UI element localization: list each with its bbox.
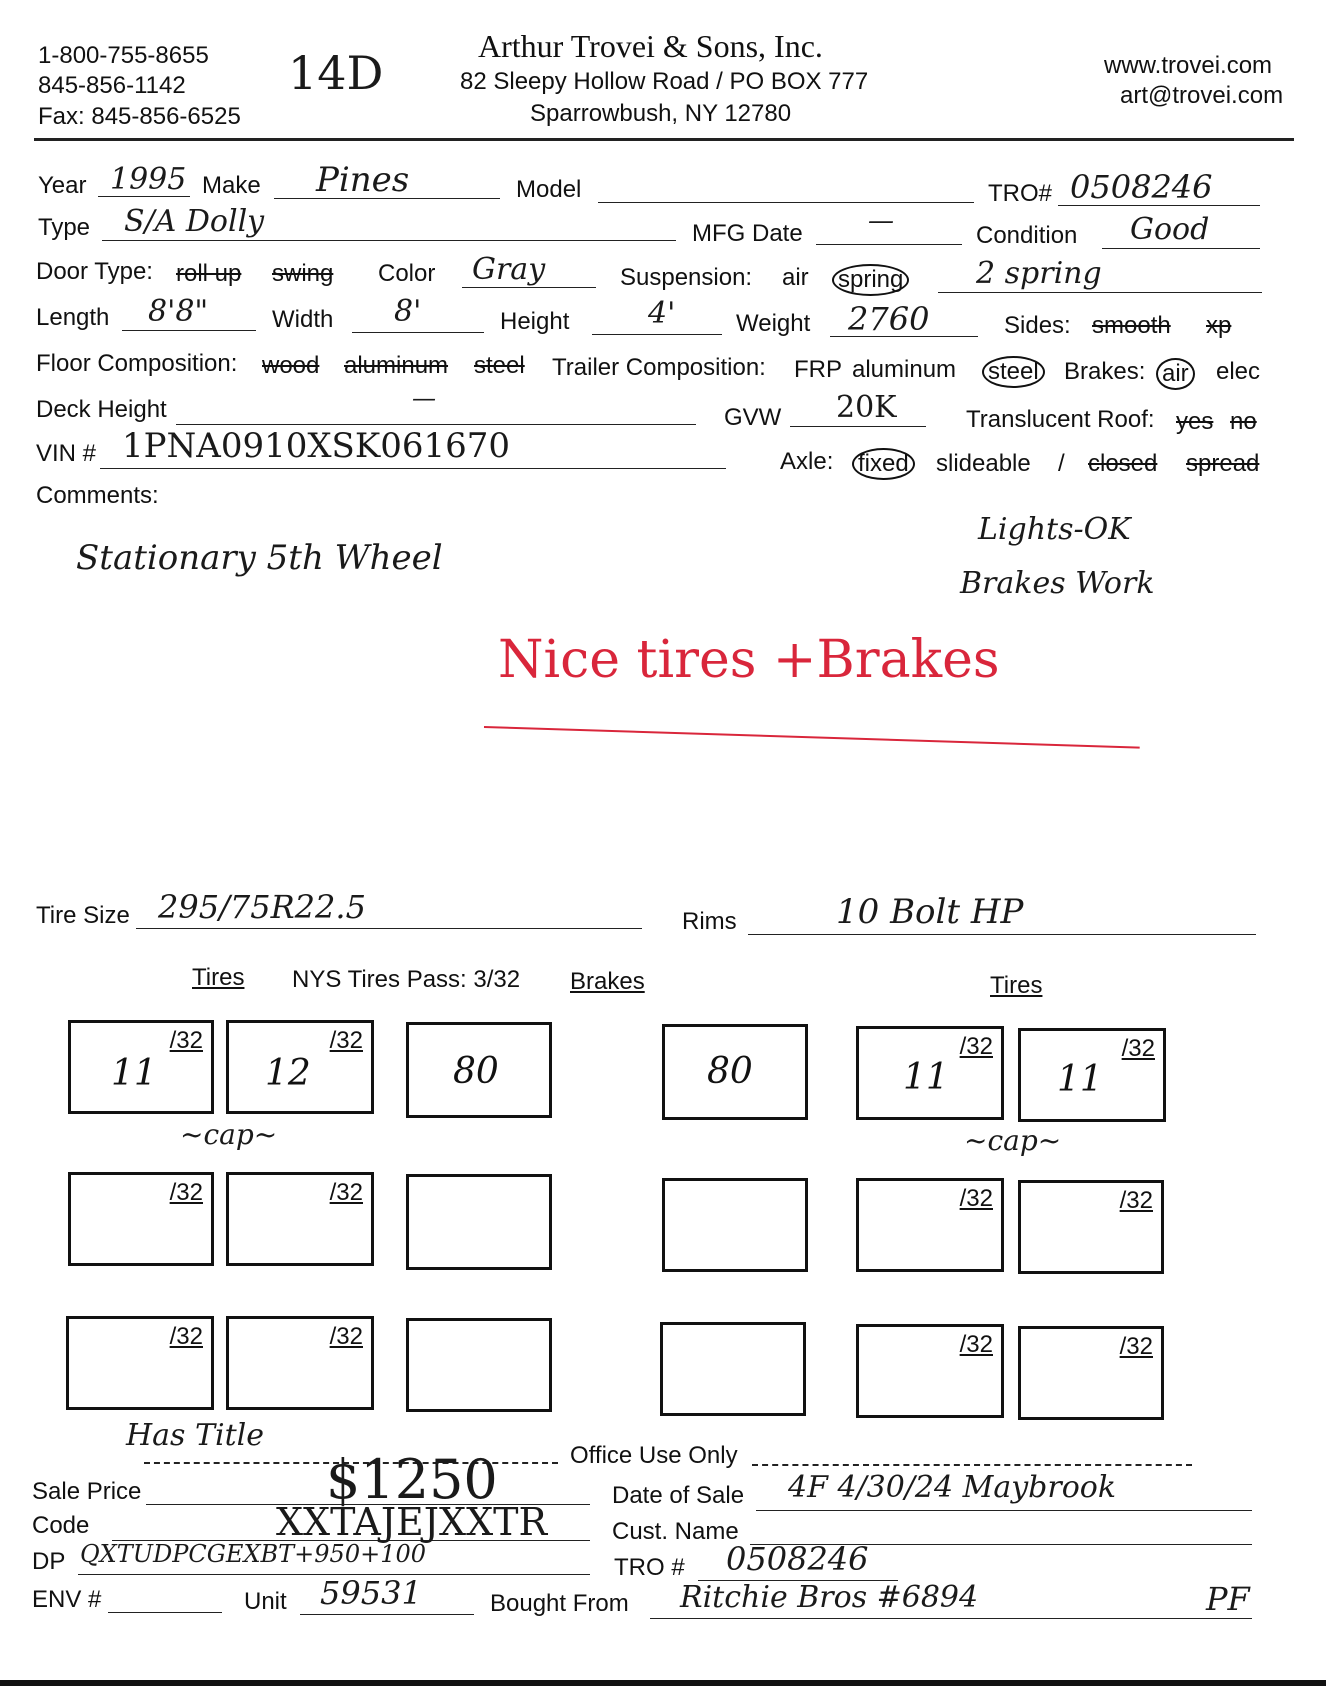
tire-box-r1-r1 [856, 1026, 1004, 1120]
suspension-line [938, 292, 1262, 293]
color-label: Color [378, 260, 436, 287]
model-label: Model [516, 176, 582, 203]
tire-frac: /32 [329, 1179, 363, 1206]
rims-label: Rims [682, 908, 737, 935]
brake-value: 80 [453, 1051, 499, 1092]
vin-line [100, 468, 726, 469]
color-line [462, 287, 596, 288]
tires-heading-left: Tires [192, 964, 245, 991]
axle-separator: / [1058, 450, 1065, 477]
brakes-heading: Brakes [570, 968, 645, 995]
header-divider [34, 138, 1294, 141]
vin-label: VIN # [36, 440, 97, 467]
color-value: Gray [472, 252, 546, 287]
sale-price-label: Sale Price [32, 1478, 142, 1505]
condition-line [1102, 248, 1260, 249]
brakes-label: Brakes: [1064, 358, 1146, 385]
door-label: Door Type: [36, 258, 153, 285]
date-of-sale-line [756, 1510, 1252, 1511]
dp-label: DP [32, 1548, 66, 1575]
bought-from-label: Bought From [490, 1590, 629, 1617]
company-address-1: 82 Sleepy Hollow Road / PO BOX 777 [460, 68, 869, 95]
roof-label: Translucent Roof: [966, 406, 1155, 433]
tire-size-label: Tire Size [36, 902, 130, 929]
cust-name-label: Cust. Name [612, 1518, 739, 1545]
rims-line [748, 934, 1256, 935]
has-title: Has Title [126, 1418, 264, 1453]
type-label: Type [38, 214, 91, 241]
brakes-opt-elec: elec [1216, 358, 1261, 385]
deck-value: — [412, 384, 436, 412]
trailer-label: Trailer Composition: [552, 354, 766, 381]
tire-box-l2-r2 [226, 1172, 374, 1266]
initials: PF [1206, 1580, 1250, 1618]
condition-label: Condition [976, 222, 1078, 249]
tro2-value: 0508246 [726, 1540, 869, 1578]
tire-frac: /32 [1121, 1035, 1155, 1062]
company-address-2: Sparrowbush, NY 12780 [530, 100, 792, 127]
weight-label: Weight [736, 310, 811, 337]
tire-frac: /32 [1119, 1333, 1153, 1360]
make-value: Pines [316, 160, 410, 200]
unit-label: Unit [244, 1588, 287, 1615]
brake-value: 80 [707, 1051, 753, 1092]
trailer-opt-frp: FRP [794, 356, 842, 383]
brake-box-left-r2 [406, 1174, 552, 1270]
deck-label: Deck Height [36, 396, 167, 423]
roof-opt-yes: yes [1176, 408, 1214, 435]
suspension-opt-spring: spring [832, 264, 909, 296]
vin-value: 1PNA0910XSK061670 [122, 426, 511, 466]
tire-size-line [136, 928, 642, 929]
model-line [598, 202, 974, 203]
floor-opt-steel: steel [474, 352, 525, 379]
door-opt-swing: swing [272, 260, 334, 287]
fax: Fax: 845-856-6525 [38, 103, 241, 130]
axle-opt-closed: closed [1088, 450, 1158, 477]
door-opt-rollup: roll up [176, 260, 242, 287]
deck-line [176, 424, 696, 425]
tire-frac: /32 [169, 1323, 203, 1350]
width-label: Width [272, 306, 334, 333]
tire-frac: /32 [1119, 1187, 1153, 1214]
date-of-sale-label: Date of Sale [612, 1482, 745, 1509]
tire-frac: /32 [959, 1331, 993, 1358]
height-label: Height [500, 308, 570, 335]
tire-box-r1-r2 [856, 1178, 1004, 1272]
tire-box-l1-r1 [68, 1020, 214, 1114]
trailer-opt-steel: steel [982, 356, 1045, 388]
tire-size-value: 295/75R22.5 [158, 888, 366, 926]
date-of-sale-value: 4F 4/30/24 Maybrook [788, 1470, 1117, 1505]
height-value: 4' [648, 296, 676, 331]
mfg-value: — [868, 206, 894, 236]
brake-box-right-r1 [662, 1024, 808, 1120]
tro2-label: TRO # [614, 1554, 685, 1581]
env-line [108, 1612, 222, 1613]
year-value: 1995 [110, 162, 187, 197]
sale-price-value: $1250 [326, 1448, 498, 1511]
brakes-opt-air: air [1156, 358, 1195, 390]
axle-opt-slideable: slideable [936, 450, 1031, 477]
axle-opt-spread: spread [1186, 450, 1260, 477]
tire-frac: /32 [959, 1185, 993, 1212]
type-value: S/A Dolly [124, 204, 265, 239]
tro-value: 0508246 [1070, 168, 1213, 206]
axle-label: Axle: [780, 448, 834, 475]
tire-frac: /32 [329, 1027, 363, 1054]
tire-box-l1-r3 [66, 1316, 214, 1410]
company-website: www.trovei.com [1104, 52, 1273, 79]
phone-2: 845-856-1142 [38, 72, 186, 99]
comment-stationary: Stationary 5th Wheel [76, 538, 443, 578]
tire-depth: 12 [265, 1053, 311, 1094]
height-line [592, 334, 722, 335]
code-value: XXTAJEJXXTR [276, 1500, 548, 1544]
suspension-opt-air: air [782, 264, 809, 291]
tire-box-l1-r2 [68, 1172, 214, 1266]
tire-box-r2-r1 [1018, 1028, 1166, 1122]
dp-value: QXTUDPCGEXBT+950+100 [80, 1540, 427, 1568]
unit-line [300, 1614, 474, 1615]
tire-box-r2-r2 [1018, 1180, 1164, 1274]
comment-brakes-work: Brakes Work [960, 566, 1155, 601]
length-label: Length [36, 304, 110, 331]
mfg-label: MFG Date [692, 220, 803, 247]
gvw-label: GVW [724, 404, 782, 431]
brake-box-left-r1 [406, 1022, 552, 1118]
axle-opt-fixed: fixed [852, 448, 915, 480]
trailer-opt-aluminum: aluminum [852, 356, 957, 383]
tro-label: TRO# [988, 180, 1053, 207]
floor-label: Floor Composition: [36, 350, 238, 377]
gvw-line [790, 426, 926, 427]
year-label: Year [38, 172, 87, 199]
sides-opt-xp: xp [1206, 312, 1232, 339]
tire-depth: 11 [903, 1057, 949, 1098]
phone-1: 1-800-755-8655 [38, 42, 209, 69]
mfg-line [816, 244, 962, 245]
tire-box-r1-r3 [856, 1324, 1004, 1418]
tire-box-r2-r3 [1018, 1326, 1164, 1420]
condition-value: Good [1130, 212, 1210, 247]
brake-box-right-r3 [660, 1322, 806, 1416]
suspension-label: Suspension: [620, 264, 753, 291]
make-label: Make [202, 172, 261, 199]
tire-frac: /32 [169, 1179, 203, 1206]
width-line [352, 332, 484, 333]
width-value: 8' [394, 294, 422, 329]
gvw-value: 20K [836, 390, 897, 425]
sides-opt-smooth: smooth [1092, 312, 1171, 339]
tire-frac: /32 [959, 1033, 993, 1060]
bought-from-value: Ritchie Bros #6894 [680, 1580, 979, 1615]
length-value: 8'8" [148, 294, 209, 329]
rims-value: 10 Bolt HP [836, 892, 1024, 932]
red-underline [484, 726, 1140, 749]
brake-box-right-r2 [662, 1178, 808, 1272]
comment-nice-tires: Nice tires +Brakes [498, 630, 1000, 690]
comment-lights: Lights-OK [978, 512, 1131, 547]
company-email: art@trovei.com [1120, 82, 1284, 109]
roof-opt-no: no [1230, 408, 1257, 435]
code-label: Code [32, 1512, 90, 1539]
nys-tires-pass: NYS Tires Pass: 3/32 [292, 966, 521, 993]
tire-frac: /32 [329, 1323, 363, 1350]
cap-right: ~cap~ [964, 1124, 1062, 1157]
floor-opt-wood: wood [262, 352, 320, 379]
office-dash-right [752, 1464, 1192, 1466]
tire-frac: /32 [169, 1027, 203, 1054]
bought-from-line [650, 1618, 1252, 1619]
floor-opt-aluminum: aluminum [344, 352, 449, 379]
env-label: ENV # [32, 1586, 102, 1613]
handwritten-code: 14D [288, 46, 384, 100]
tire-box-l2-r1 [226, 1020, 374, 1114]
unit-value: 59531 [320, 1574, 422, 1612]
tire-depth: 11 [1057, 1059, 1103, 1100]
length-line [122, 330, 256, 331]
company-name: Arthur Trovei & Sons, Inc. [478, 28, 823, 64]
brake-box-left-r3 [406, 1318, 552, 1412]
office-use-only: Office Use Only [570, 1442, 738, 1469]
cap-left: ~cap~ [180, 1118, 278, 1151]
suspension-value: 2 spring [976, 256, 1102, 291]
weight-value: 2760 [848, 300, 930, 338]
comments-label: Comments: [36, 482, 159, 509]
tire-depth: 11 [111, 1053, 157, 1094]
tires-heading-right: Tires [990, 972, 1043, 999]
tire-box-l2-r3 [226, 1316, 374, 1410]
bottom-edge [0, 1680, 1326, 1686]
type-line [102, 240, 676, 241]
sides-label: Sides: [1004, 312, 1071, 339]
